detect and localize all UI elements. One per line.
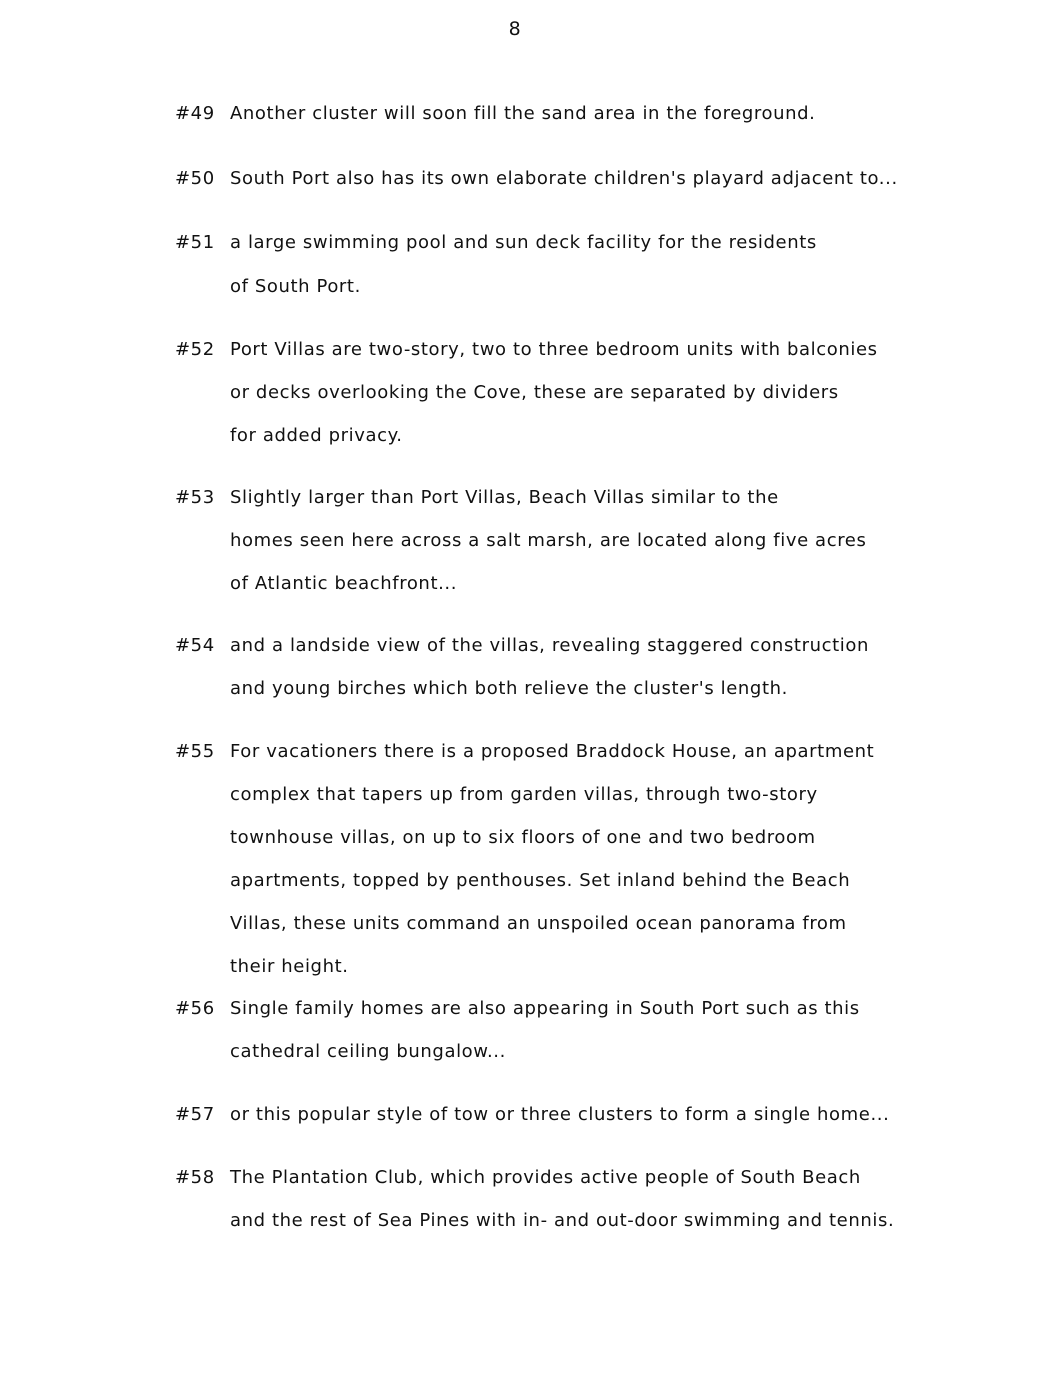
entry-line: The Plantation Club, which provides active people of South Beach: [230, 1167, 861, 1188]
entry-line: and young birches which both relieve the cluster's length.: [230, 678, 788, 699]
entry-line: For vacationers there is a proposed Braddock House, an apartment: [230, 741, 875, 762]
entry-line: Single family homes are also appearing in South Port such as this: [230, 998, 860, 1019]
entry-line: Port Villas are two-story, two to three bedroom units with balconies: [230, 339, 878, 360]
entry-line: and a landside view of the villas, revealing staggered construction: [230, 635, 869, 656]
entry-line: or this popular style of tow or three clusters to form a single home...: [230, 1104, 890, 1125]
entry-line: townhouse villas, on up to six floors of one and two bedroom: [230, 827, 816, 848]
entry-line: Another cluster will soon fill the sand area in the foreground.: [230, 103, 816, 124]
entry-line: Slightly larger than Port Villas, Beach Villas similar to the: [230, 487, 779, 508]
entry-number: #51: [175, 232, 215, 253]
entry-number: #50: [175, 168, 215, 189]
entry-line: of South Port.: [230, 276, 361, 297]
entry-number: #56: [175, 998, 215, 1019]
entry-line: or decks overlooking the Cove, these are separated by dividers: [230, 382, 839, 403]
entry-number: #52: [175, 339, 215, 360]
entry-number: #49: [175, 103, 215, 124]
entry-number: #58: [175, 1167, 215, 1188]
entry-line: of Atlantic beachfront...: [230, 573, 458, 594]
entry-line: South Port also has its own elaborate children's playard adjacent to...: [230, 168, 898, 189]
entry-number: #57: [175, 1104, 215, 1125]
entry-number: #55: [175, 741, 215, 762]
entry-line: homes seen here across a salt marsh, are located along five acres: [230, 530, 867, 551]
entry-line: Villas, these units command an unspoiled ocean panorama from: [230, 913, 847, 934]
entry-line: for added privacy.: [230, 425, 403, 446]
entry-number: #54: [175, 635, 215, 656]
entry-line: complex that tapers up from garden villas, through two-story: [230, 784, 818, 805]
page-number: 8: [508, 18, 522, 40]
entry-line: cathedral ceiling bungalow...: [230, 1041, 506, 1062]
entry-number: #53: [175, 487, 215, 508]
entry-line: their height.: [230, 956, 349, 977]
entry-line: apartments, topped by penthouses. Set inland behind the Beach: [230, 870, 851, 891]
entry-line: and the rest of Sea Pines with in- and out-door swimming and tennis.: [230, 1210, 895, 1231]
entry-line: a large swimming pool and sun deck facility for the residents: [230, 232, 817, 253]
